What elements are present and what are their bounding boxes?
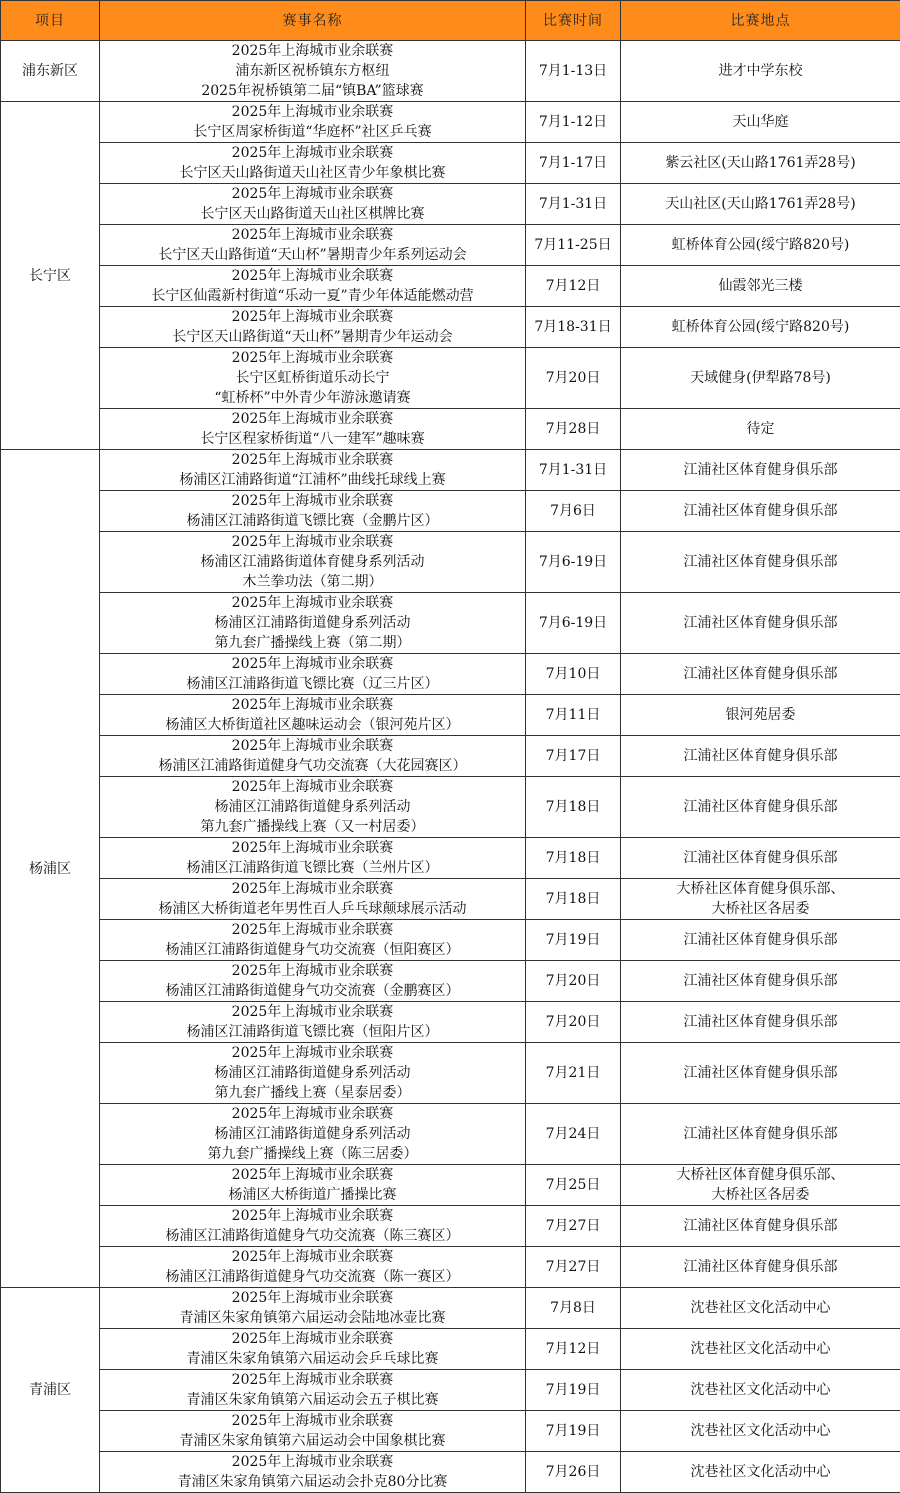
table-row [1,266,900,307]
event-name-cell: 2025年上海城市业余联赛 长宁区天山路街道天山社区棋牌比赛 [100,184,526,225]
event-date-cell: 7月8日 [526,1288,621,1329]
event-date-cell: 7月12日 [526,1329,621,1370]
event-venue-cell: 仙霞邻光三楼 [621,266,900,307]
event-venue-cell: 紫云社区(天山路1761弄28号) [621,143,900,184]
table-row [1,838,900,879]
table-row [1,654,900,695]
table-row [1,879,900,920]
table-row [1,450,900,491]
district-cell: 长宁区 [1,102,100,450]
event-venue-cell: 江浦社区体育健身俱乐部 [621,838,900,879]
event-name-cell: 2025年上海城市业余联赛 杨浦区江浦路街道飞镖比赛（恒阳片区） [100,1002,526,1043]
event-date-cell: 7月1-17日 [526,143,621,184]
event-name-cell: 2025年上海城市业余联赛 长宁区程家桥街道“八一建军”趣味赛 [100,409,526,450]
table-row [1,1247,900,1288]
table-row [1,1206,900,1247]
event-date-cell: 7月19日 [526,1411,621,1452]
event-venue-cell: 天山华庭 [621,102,900,143]
event-venue-cell: 江浦社区体育健身俱乐部 [621,777,900,838]
table-row [1,1104,900,1165]
event-venue-cell: 江浦社区体育健身俱乐部 [621,1002,900,1043]
event-venue-cell: 江浦社区体育健身俱乐部 [621,450,900,491]
event-name-cell: 2025年上海城市业余联赛 杨浦区江浦路街道健身系列活动 第九套广播操线上赛（第二期） [100,593,526,654]
table-row [1,1370,900,1411]
table-row [1,225,900,266]
table-row [1,695,900,736]
event-name-cell: 2025年上海城市业余联赛 长宁区虹桥街道乐动长宁 “虹桥杯”中外青少年游泳邀请赛 [100,348,526,409]
event-name-cell: 2025年上海城市业余联赛 杨浦区江浦路街道健身气功交流赛（大花园赛区） [100,736,526,777]
header-item: 项目 [1,1,100,41]
table-row [1,1002,900,1043]
event-date-cell: 7月20日 [526,1002,621,1043]
event-name-cell: 2025年上海城市业余联赛 青浦区朱家角镇第六届运动会扑克80分比赛 [100,1452,526,1493]
event-name-cell: 2025年上海城市业余联赛 杨浦区江浦路街道飞镖比赛（金鹏片区） [100,491,526,532]
event-date-cell: 7月19日 [526,920,621,961]
event-date-cell: 7月24日 [526,1104,621,1165]
event-date-cell: 7月12日 [526,266,621,307]
schedule-body [1,41,900,1493]
event-venue-cell: 沈巷社区文化活动中心 [621,1370,900,1411]
event-venue-cell: 江浦社区体育健身俱乐部 [621,920,900,961]
event-venue-cell: 虹桥体育公园(绥宁路820号) [621,307,900,348]
event-name-cell: 2025年上海城市业余联赛 杨浦区江浦路街道健身气功交流赛（陈三赛区） [100,1206,526,1247]
event-venue-cell: 沈巷社区文化活动中心 [621,1411,900,1452]
event-date-cell: 7月11日 [526,695,621,736]
table-row [1,1452,900,1493]
event-name-cell: 2025年上海城市业余联赛 杨浦区江浦路街道健身系列活动 第九套广播操线上赛（又一村居委） [100,777,526,838]
event-name-cell: 2025年上海城市业余联赛 青浦区朱家角镇第六届运动会陆地冰壶比赛 [100,1288,526,1329]
event-name-cell: 2025年上海城市业余联赛 杨浦区江浦路街道健身气功交流赛（恒阳赛区） [100,920,526,961]
table-row [1,409,900,450]
event-date-cell: 7月21日 [526,1043,621,1104]
event-name-cell: 2025年上海城市业余联赛 杨浦区江浦路街道飞镖比赛（兰州片区） [100,838,526,879]
event-date-cell: 7月25日 [526,1165,621,1206]
event-date-cell: 7月18日 [526,879,621,920]
table-row [1,102,900,143]
district-cell: 杨浦区 [1,450,100,1288]
event-date-cell: 7月27日 [526,1247,621,1288]
event-name-cell: 2025年上海城市业余联赛 青浦区朱家角镇第六届运动会五子棋比赛 [100,1370,526,1411]
district-cell: 浦东新区 [1,41,100,102]
event-name-cell: 2025年上海城市业余联赛 长宁区天山路街道“天山杯”暑期青少年运动会 [100,307,526,348]
event-name-cell: 2025年上海城市业余联赛 浦东新区祝桥镇东方枢纽 2025年祝桥镇第二届“镇BA”篮球赛 [100,41,526,102]
event-name-cell: 2025年上海城市业余联赛 杨浦区江浦路街道健身系列活动 第九套广播操线上赛（陈三居委） [100,1104,526,1165]
event-date-cell: 7月1-13日 [526,41,621,102]
event-venue-cell: 大桥社区体育健身俱乐部、 大桥社区各居委 [621,879,900,920]
event-venue-cell: 天域健身(伊犁路78号) [621,348,900,409]
table-row [1,41,900,102]
event-date-cell: 7月18日 [526,838,621,879]
table-row [1,532,900,593]
event-date-cell: 7月18日 [526,777,621,838]
event-venue-cell: 进才中学东校 [621,41,900,102]
event-venue-cell: 待定 [621,409,900,450]
event-name-cell: 2025年上海城市业余联赛 杨浦区大桥街道广播操比赛 [100,1165,526,1206]
event-date-cell: 7月6-19日 [526,593,621,654]
district-cell: 青浦区 [1,1288,100,1493]
table-row [1,961,900,1002]
event-date-cell: 7月20日 [526,348,621,409]
event-date-cell: 7月1-12日 [526,102,621,143]
event-venue-cell: 江浦社区体育健身俱乐部 [621,1104,900,1165]
table-row [1,307,900,348]
table-row [1,736,900,777]
event-date-cell: 7月27日 [526,1206,621,1247]
table-row [1,1165,900,1206]
event-name-cell: 2025年上海城市业余联赛 杨浦区江浦路街道健身气功交流赛（陈一赛区） [100,1247,526,1288]
header-row [1,1,900,41]
event-date-cell: 7月1-31日 [526,450,621,491]
event-venue-cell: 虹桥体育公园(绥宁路820号) [621,225,900,266]
event-date-cell: 7月6日 [526,491,621,532]
header-event-name: 赛事名称 [100,1,526,41]
table-row [1,593,900,654]
event-venue-cell: 沈巷社区文化活动中心 [621,1288,900,1329]
table-row [1,1288,900,1329]
header-date: 比赛时间 [526,1,621,41]
event-venue-cell: 江浦社区体育健身俱乐部 [621,1206,900,1247]
table-row [1,1043,900,1104]
table-row [1,777,900,838]
event-name-cell: 2025年上海城市业余联赛 杨浦区大桥街道社区趣味运动会（银河苑片区） [100,695,526,736]
event-name-cell: 2025年上海城市业余联赛 长宁区天山路街道天山社区青少年象棋比赛 [100,143,526,184]
event-venue-cell: 江浦社区体育健身俱乐部 [621,961,900,1002]
event-name-cell: 2025年上海城市业余联赛 杨浦区大桥街道老年男性百人乒乓球颠球展示活动 [100,879,526,920]
event-venue-cell: 江浦社区体育健身俱乐部 [621,736,900,777]
event-name-cell: 2025年上海城市业余联赛 长宁区仙霞新村街道“乐动一夏”青少年体适能燃动营 [100,266,526,307]
event-name-cell: 2025年上海城市业余联赛 杨浦区江浦路街道健身系列活动 第九套广播线上赛（星泰居委） [100,1043,526,1104]
event-date-cell: 7月20日 [526,961,621,1002]
event-venue-cell: 江浦社区体育健身俱乐部 [621,1247,900,1288]
event-venue-cell: 沈巷社区文化活动中心 [621,1329,900,1370]
event-venue-cell: 江浦社区体育健身俱乐部 [621,491,900,532]
event-date-cell: 7月6-19日 [526,532,621,593]
event-date-cell: 7月1-31日 [526,184,621,225]
table-row [1,1411,900,1452]
event-name-cell: 2025年上海城市业余联赛 青浦区朱家角镇第六届运动会中国象棋比赛 [100,1411,526,1452]
event-date-cell: 7月11-25日 [526,225,621,266]
table-row [1,143,900,184]
event-name-cell: 2025年上海城市业余联赛 青浦区朱家角镇第六届运动会乒乓球比赛 [100,1329,526,1370]
event-name-cell: 2025年上海城市业余联赛 长宁区周家桥街道“华庭杯”社区乒乓赛 [100,102,526,143]
table-row [1,1329,900,1370]
event-name-cell: 2025年上海城市业余联赛 杨浦区江浦路街道体育健身系列活动 木兰拳功法（第二期） [100,532,526,593]
table-row [1,184,900,225]
event-venue-cell: 江浦社区体育健身俱乐部 [621,532,900,593]
header-venue: 比赛地点 [621,1,900,41]
event-date-cell: 7月18-31日 [526,307,621,348]
event-date-cell: 7月26日 [526,1452,621,1493]
table-row [1,920,900,961]
event-venue-cell: 银河苑居委 [621,695,900,736]
event-name-cell: 2025年上海城市业余联赛 长宁区天山路街道“天山杯”暑期青少年系列运动会 [100,225,526,266]
event-date-cell: 7月19日 [526,1370,621,1411]
event-date-cell: 7月17日 [526,736,621,777]
event-date-cell: 7月10日 [526,654,621,695]
event-name-cell: 2025年上海城市业余联赛 杨浦区江浦路街道健身气功交流赛（金鹏赛区） [100,961,526,1002]
table-row [1,491,900,532]
event-venue-cell: 大桥社区体育健身俱乐部、 大桥社区各居委 [621,1165,900,1206]
event-name-cell: 2025年上海城市业余联赛 杨浦区江浦路街道飞镖比赛（辽三片区） [100,654,526,695]
event-name-cell: 2025年上海城市业余联赛 杨浦区江浦路街道“江浦杯”曲线托球线上赛 [100,450,526,491]
event-date-cell: 7月28日 [526,409,621,450]
event-venue-cell: 江浦社区体育健身俱乐部 [621,593,900,654]
event-venue-cell: 天山社区(天山路1761弄28号) [621,184,900,225]
event-venue-cell: 江浦社区体育健身俱乐部 [621,654,900,695]
event-venue-cell: 沈巷社区文化活动中心 [621,1452,900,1493]
table-row [1,348,900,409]
event-venue-cell: 江浦社区体育健身俱乐部 [621,1043,900,1104]
